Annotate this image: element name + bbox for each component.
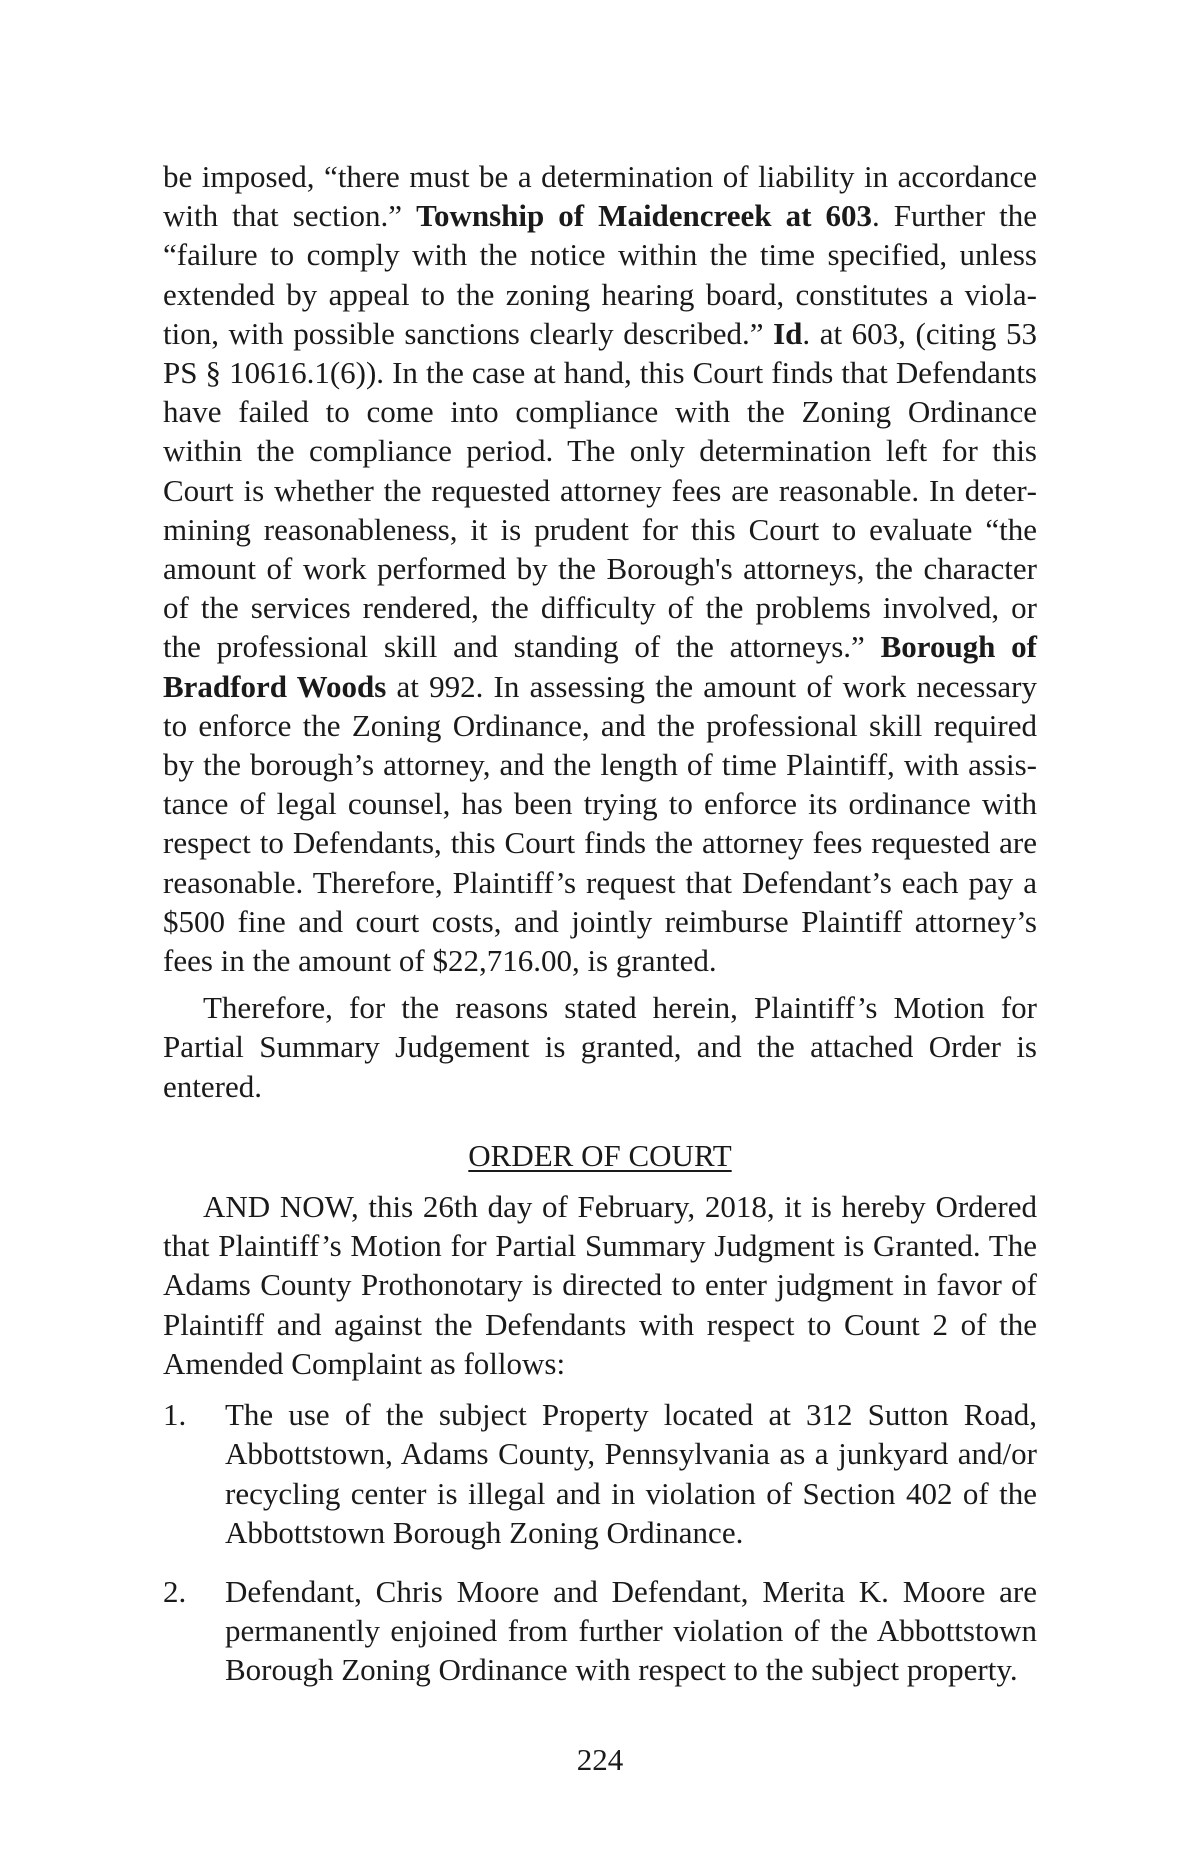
order-item-number: 2. [163,1573,187,1609]
case-citation-maidencreek: Township of Maidencreek at 603 [416,198,872,234]
order-item-text: Defendant, Chris Moore and Defendant, Merita K. Moore are permanently enjoined from further violation of the Abbottstown Borough Zoning Ordinance with respect to the subject property. [225,1573,1037,1688]
order-list [163,1395,1037,1689]
paragraph-text: at 992. In assessing the amount of work necessary to enforce the Zoning Ordinance, and the professional skill required by the borough’s attorney, and the length of time Plaintiff, with assistance of legal counsel, has been trying to enforce its ordinance with respect to Defendants, this Court finds the attorney fees requested are reasonable. Therefore, Plaintiff’s request that Defendant’s each pay a $500 fine and court costs, and jointly reimburse Plaintiff attorney’s fees in the amount of $22,716.00, is granted. [163,668,1037,979]
paragraph-text: be imposed, “there must be a determination of liability in accordance with that section.” [163,159,1037,234]
case-citation-bradford-woods: Borough of Bradford Woods [163,629,1038,704]
order-intro: AND NOW, this 26th day of February, 2018, it is hereby Ordered that Plaintiff’s Motion for Partial Summary Judgment is Granted. The Adams County Prothonotary is directed to enter judgment in favor of Plaintiff and against the Defendants with respect to Count 2 of the Amended Complaint as follows: [163,1189,1037,1381]
order-item-number: 1. [163,1397,187,1433]
opinion-paragraph-2: Therefore, for the reasons stated herein, Plaintiff’s Motion for Partial Summary Judgement is granted, and the attached Order is entered. [163,990,1037,1104]
paragraph-text: . at 603, (citing 53 PS § 10616.1(6)). In the case at hand, this Court finds that Defendants have failed to come into compliance with the Zoning Ordinance within the compliance period. The only determination left for this Court is whether the requested attorney fees are reasonable. In determining reasonableness, it is prudent for this Court to evaluate “the amount of work performed by the Borough's attorneys, the character of the services rendered, the difficulty of the problems involved, or the professional skill and standing of the attorneys.” [163,315,1037,665]
order-item [163,1572,1037,1690]
order-item-text: The use of the subject Property located at 312 Sutton Road, Abbottstown, Adams County, Pennsylvania as a junkyard and/​or recycling center is illegal and in violation of Section 402 of the Abbottstown Borough Zoning Ordinance. [225,1397,1037,1550]
page-body [163,157,1037,1690]
order-item [163,1395,1037,1552]
citation-id: Id [773,315,803,351]
paragraph-text: . Further the “failure to comply with the notice within the time specified, unless extended by appeal to the zoning hearing board, constitutes a violation, with possible sanctions clearly described.” [163,198,1037,351]
opinion-paragraph-1 [163,157,1037,980]
order-heading: ORDER OF COURT [468,1137,732,1173]
page-number: 224 [576,1742,624,1777]
